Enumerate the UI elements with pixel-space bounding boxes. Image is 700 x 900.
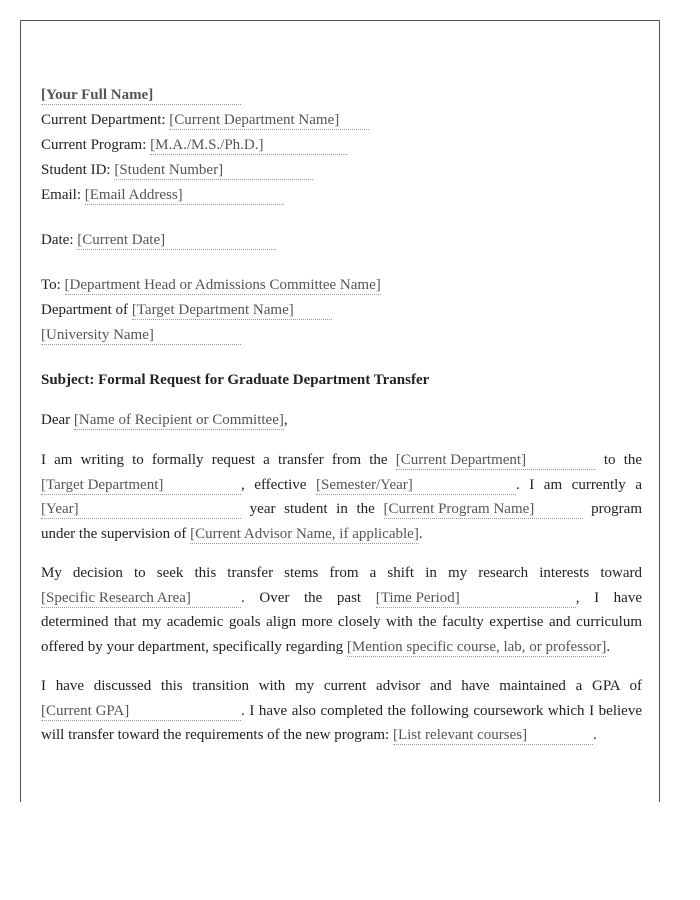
subject-line: Subject: Formal Request for Graduate Department Transfer <box>41 372 430 388</box>
p1-text-2: to the <box>603 452 643 468</box>
current-program-label: Current Program: <box>41 137 147 153</box>
recipient-department-label: Department of <box>41 302 129 318</box>
research-area-field[interactable]: [Specific Research Area] <box>41 589 241 608</box>
current-department-inline-field[interactable]: [Current Department] <box>396 451 596 470</box>
current-department-label: Current Department: <box>41 112 166 128</box>
date-label: Date: <box>41 232 74 248</box>
paragraph-transfer-request <box>41 448 642 546</box>
specific-course-lab-field[interactable]: [Mention specific course, lab, or professor] <box>346 638 607 655</box>
university-line <box>41 323 642 348</box>
paragraph-research-interest <box>41 561 642 659</box>
email-line <box>41 183 642 208</box>
p3-text-3: . <box>592 727 597 743</box>
recipient-name-field[interactable]: [Department Head or Admissions Committee Name] <box>64 277 381 293</box>
p1-text-6: program under the supervision of <box>41 501 642 542</box>
date-field[interactable]: [Current Date] <box>77 231 276 250</box>
salutation-dear: Dear <box>41 412 71 428</box>
current-advisor-field[interactable]: [Current Advisor Name, if applicable] <box>190 525 419 542</box>
time-period-field[interactable]: [Time Period] <box>376 589 576 608</box>
current-program-name-field[interactable]: [Current Program Name] <box>384 500 583 519</box>
current-department-line <box>41 108 642 133</box>
recipient-to-line <box>41 273 642 298</box>
year-field[interactable]: [Year] <box>41 500 241 519</box>
p2-text-2: . Over the past <box>241 589 362 606</box>
letter-body <box>41 83 642 748</box>
p3-text-2: . I have also completed the following coursework which I believe will transfer toward the requirements of the new program: <box>41 702 642 743</box>
student-id-label: Student ID: <box>41 162 111 178</box>
salutation-comma: , <box>283 412 288 428</box>
p2-text-4: . <box>606 638 611 655</box>
full-name-field[interactable]: [Your Full Name] <box>41 86 241 105</box>
p1-text-4: . I am currently a <box>516 476 642 493</box>
paragraph-coursework <box>41 674 642 748</box>
gpa-field[interactable]: [Current GPA] <box>41 702 241 721</box>
p2-text-1: My decision to seek this transfer stems from a shift in my research interests toward <box>41 565 642 581</box>
p1-text-7: . <box>418 525 423 542</box>
target-department-name-field[interactable]: [Target Department Name] <box>132 301 332 320</box>
current-program-line <box>41 133 642 158</box>
current-department-field[interactable]: [Current Department Name] <box>169 111 369 130</box>
semester-year-field[interactable]: [Semester/Year] <box>316 476 516 495</box>
current-program-field[interactable]: [M.A./M.S./Ph.D.] <box>150 136 348 155</box>
letter-page <box>20 20 660 802</box>
relevant-courses-field[interactable]: [List relevant courses] <box>393 726 593 745</box>
salutation-line <box>41 408 642 433</box>
email-field[interactable]: [Email Address] <box>85 186 284 205</box>
target-department-inline-field[interactable]: [Target Department] <box>41 476 241 495</box>
p2-text-3: , I have determined that my academic goals align more closely with the faculty expertise and curriculum offered by your department, specifically regarding <box>41 589 642 655</box>
p1-text-5: year student in the <box>249 501 375 517</box>
email-label: Email: <box>41 187 81 203</box>
date-line <box>41 228 642 253</box>
recipient-salutation-field[interactable]: [Name of Recipient or Committee] <box>73 412 284 428</box>
student-id-line <box>41 158 642 183</box>
university-name-field[interactable]: [University Name] <box>41 326 241 345</box>
student-id-field[interactable]: [Student Number] <box>114 161 313 180</box>
recipient-department-line <box>41 298 642 323</box>
sender-name-line <box>41 83 642 108</box>
recipient-to-label: To: <box>41 277 61 293</box>
p3-text-1: I have discussed this transition with my current advisor and have maintained a GPA of <box>41 678 642 694</box>
p1-text-1: I am writing to formally request a transfer from the <box>41 452 388 468</box>
p1-text-3: , effective <box>241 476 307 493</box>
